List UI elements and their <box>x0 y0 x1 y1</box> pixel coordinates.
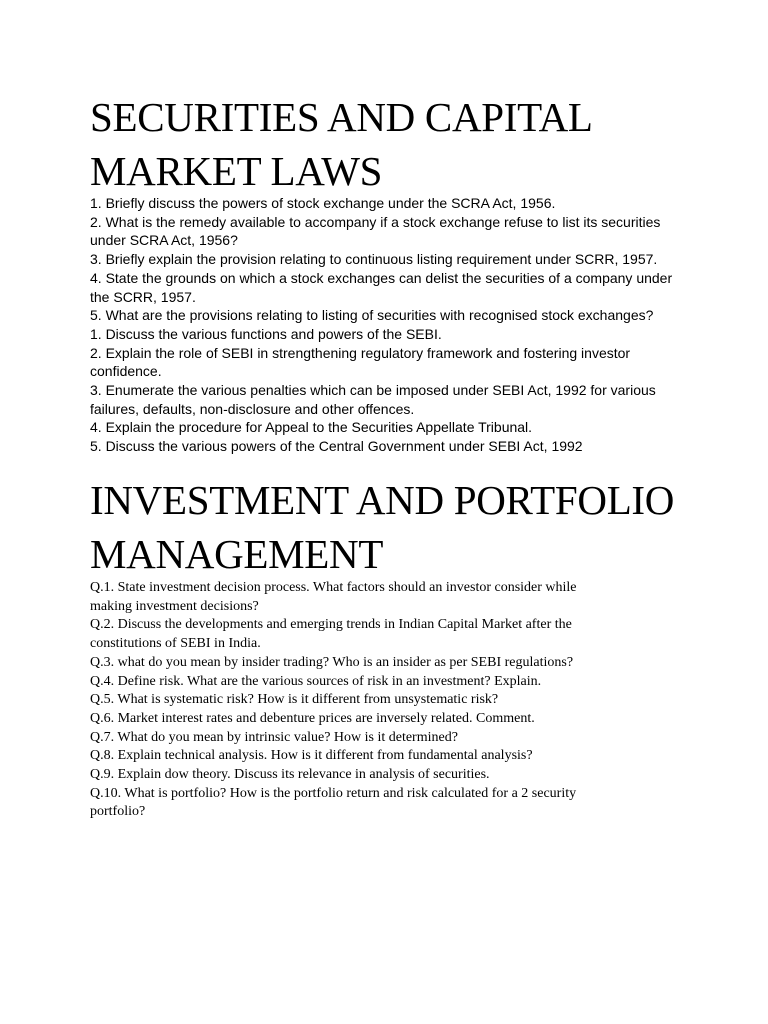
question-line: the SCRR, 1957. <box>90 288 196 305</box>
question-line: 1. Briefly discuss the powers of stock exchange under the SCRA Act, 1956. <box>90 195 556 211</box>
question-line: confidence. <box>90 363 162 380</box>
question-line: 4. Explain the procedure for Appeal to the Securities Appellate Tribunal. <box>90 419 533 436</box>
question-line: Q.4. Define risk. What are the various sources of risk in an investment? Explain. <box>90 673 542 689</box>
question-list-investment-portfolio <box>90 579 590 822</box>
question-list-securities-laws <box>90 194 680 456</box>
question-line: 2. Explain the role of SEBI in strengthening regulatory framework and fostering investor <box>90 344 631 361</box>
question-line: Q.10. What is portfolio? How is the portfolio return and risk calculated for a 2 security <box>90 785 577 801</box>
section-title-investment-portfolio <box>90 473 690 581</box>
section-title-line: MARKET LAWS <box>90 148 383 194</box>
question-line: Q.6. Market interest rates and debenture prices are inversely related. Comment. <box>90 710 535 726</box>
question-line: 4. State the grounds on which a stock exchanges can delist the securities of a company under <box>90 269 673 286</box>
question-line: 5. What are the provisions relating to listing of securities with recognised stock exchanges? <box>90 307 654 324</box>
section-title-line: SECURITIES AND CAPITAL <box>90 94 593 140</box>
section-title-line: INVESTMENT AND PORTFOLIO <box>90 477 675 523</box>
question-line: portfolio? <box>90 804 146 820</box>
question-line: Q.2. Discuss the developments and emerging trends in Indian Capital Market after the <box>90 617 572 633</box>
question-line: 5. Discuss the various powers of the Central Government under SEBI Act, 1992 <box>90 438 583 455</box>
section-title-line: MANAGEMENT <box>90 531 384 577</box>
question-line: Q.5. What is systematic risk? How is it different from unsystematic risk? <box>90 692 499 708</box>
question-line: Q.3. what do you mean by insider trading? Who is an insider as per SEBI regulations? <box>90 654 574 670</box>
question-line: under SCRA Act, 1956? <box>90 232 238 249</box>
question-line: Q.1. State investment decision process. What factors should an investor consider while <box>90 580 577 595</box>
question-line: 1. Discuss the various functions and powers of the SEBI. <box>90 325 442 342</box>
question-line: Q.7. What do you mean by intrinsic value? How is it determined? <box>90 729 458 745</box>
question-line: 2. What is the remedy available to accompany if a stock exchange refuse to list its securities <box>90 213 661 230</box>
question-line: constitutions of SEBI in India. <box>90 636 261 652</box>
question-line: Q.9. Explain dow theory. Discuss its relevance in analysis of securities. <box>90 767 490 783</box>
question-line: failures, defaults, non-disclosure and other offences. <box>90 400 415 417</box>
question-line: 3. Enumerate the various penalties which can be imposed under SEBI Act, 1992 for various <box>90 382 656 399</box>
question-line: Q.8. Explain technical analysis. How is it different from fundamental analysis? <box>90 748 533 764</box>
question-line: making investment decisions? <box>90 598 259 614</box>
section-title-securities-laws <box>90 90 690 198</box>
question-line: 3. Briefly explain the provision relating to continuous listing requirement under SCRR, 1957. <box>90 251 658 268</box>
